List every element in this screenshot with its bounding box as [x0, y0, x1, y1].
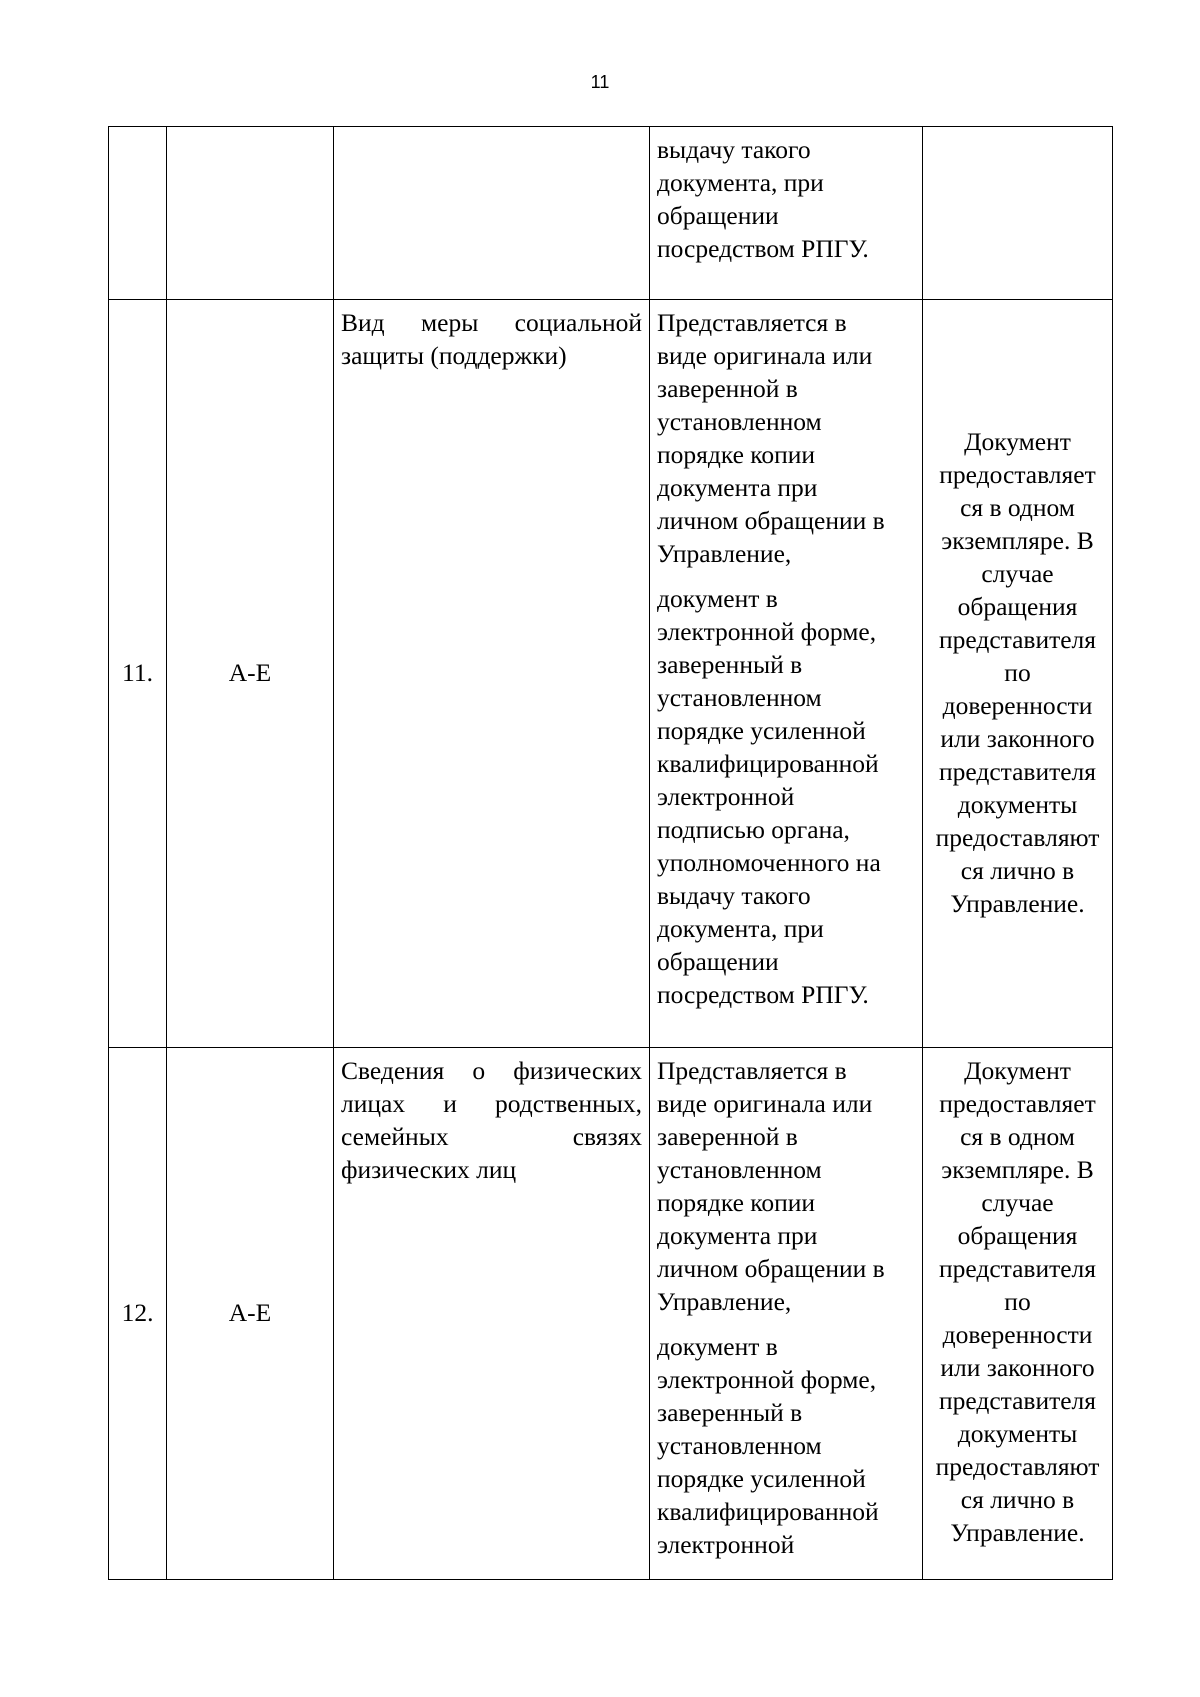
- submission-form-paragraph: документ в электронной форме, заверенный в установленном порядке усиленной квалифицированной электронной: [657, 1332, 879, 1559]
- table-row: [109, 127, 1113, 300]
- document-name-cell: [334, 127, 650, 300]
- submission-form-cell: [650, 300, 923, 1048]
- document-name-cell: Вид меры социальной защиты (поддержки): [334, 300, 650, 1048]
- note-cell: [923, 300, 1113, 1048]
- submission-form-paragraph: Представляется в виде оригинала или заверенной в установленном порядке копии документа при личном обращении в Управление,: [657, 308, 885, 568]
- row-number-cell: 11.: [109, 300, 167, 1048]
- note-cell: [923, 1048, 1113, 1580]
- submission-form-paragraph: документ в электронной форме, заверенный в установленном порядке усиленной квалифицированной электронной подписью органа, уполномоченного на выдачу такого документа, при обращении посредством РПГУ.: [657, 584, 881, 1009]
- documents-table: [108, 126, 1113, 1580]
- note-text: Документ предоставляет ся в одном экземпляре. В случае обращения представителя по доверенности или законного представителя документы предоставляют ся лично в Управление.: [935, 1056, 1100, 1547]
- submission-form-paragraph: выдачу такого документа, при обращении посредством РПГУ.: [657, 135, 869, 263]
- applicant-category-cell: [167, 127, 334, 300]
- note-cell: [923, 127, 1113, 300]
- row-number-cell: [109, 127, 167, 300]
- note-text: Документ предоставляет ся в одном экземпляре. В случае обращения представителя по доверенности или законного представителя документы предоставляют ся лично в Управление.: [935, 427, 1100, 918]
- applicant-category-cell: А-Е: [167, 300, 334, 1048]
- submission-form-cell: [650, 1048, 923, 1580]
- table-row: [109, 1048, 1113, 1580]
- applicant-category-cell: А-Е: [167, 1048, 334, 1580]
- table-row: [109, 300, 1113, 1048]
- submission-form-cell: [650, 127, 923, 300]
- row-number-cell: 12.: [109, 1048, 167, 1580]
- page-number: 11: [590, 72, 610, 92]
- document-name-cell: Сведения о физических лицах и родственных, семейных связях физических лиц: [334, 1048, 650, 1580]
- submission-form-paragraph: Представляется в виде оригинала или заверенной в установленном порядке копии документа при личном обращении в Управление,: [657, 1056, 885, 1316]
